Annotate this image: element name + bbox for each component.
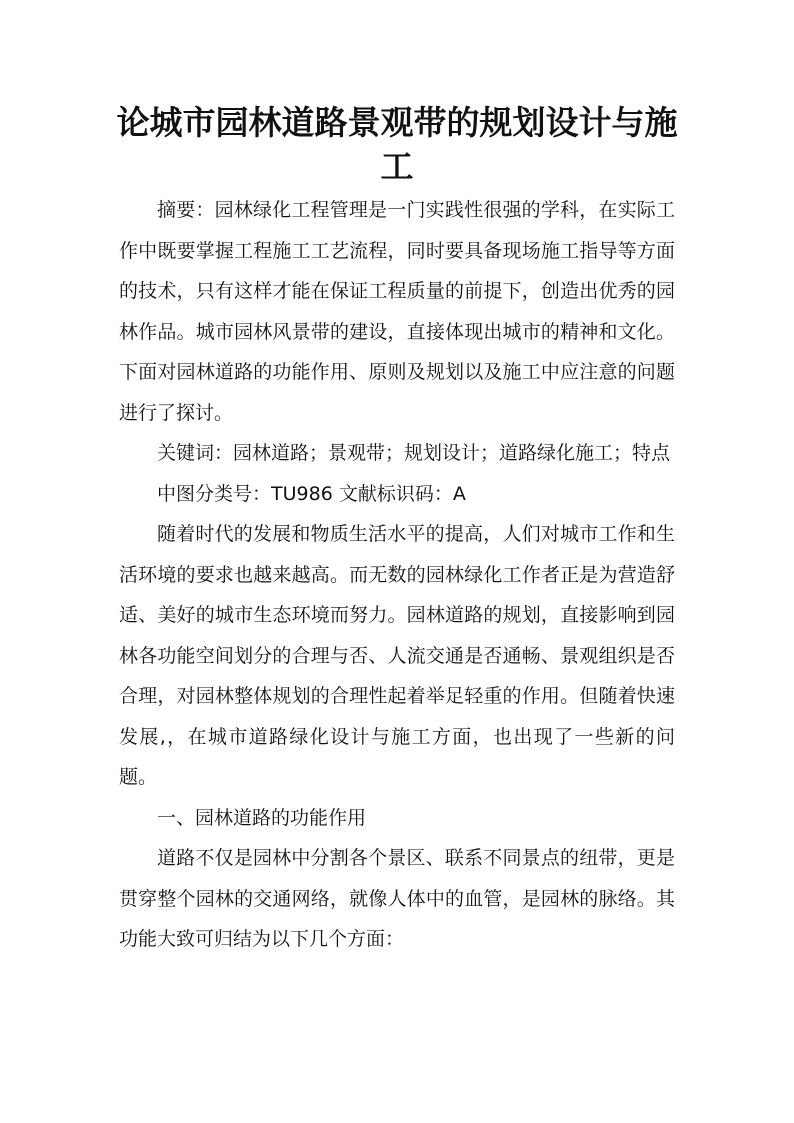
intro-paragraph: 随着时代的发展和物质生活水平的提高，人们对城市工作和生活环境的要求也越来越高。而无数的园林绿化工作者正是为营造舒适、美好的城市生态环境而努力。园林道路的规划，直接影响到园林各功能空间划分的合理与否、人流交通是否通畅、景观组织是否合理，对园林整体规划的合理性起着举足轻重的作用。但随着快速发展,，在城市道路绿化设计与施工方面，也出现了一些新的问题。: [119, 523, 675, 788]
document-body: [119, 190, 675, 960]
keywords-paragraph: 关键词：园林道路；景观带；规划设计；道路绿化施工；特点: [157, 442, 671, 464]
title-line-2: 工: [380, 147, 414, 186]
section-paragraph: 道路不仅是园林中分割各个景区、联系不同景点的纽带，更是贯穿整个园林的交通网络，就像人体中的血管，是园林的脉络。其功能大致可归结为以下几个方面：: [119, 847, 675, 950]
document-title: [0, 101, 794, 189]
classification-paragraph: 中图分类号：TU986 文献标识码：A: [157, 482, 466, 505]
section-heading: 一、园林道路的功能作用: [157, 806, 367, 829]
title-line-1: 论城市园林道路景观带的规划设计与施: [116, 103, 678, 142]
abstract-paragraph: 摘要：园林绿化工程管理是一门实践性很强的学科，在实际工作中既要掌握工程施工工艺流程，同时要具备现场施工指导等方面的技术，只有这样才能在保证工程质量的前提下，创造出优秀的园林作品。城市园林风景带的建设，直接体现出城市的精神和文化。下面对园林道路的功能作用、原则及规划以及施工中应注意的问题进行了探讨。: [119, 199, 675, 424]
